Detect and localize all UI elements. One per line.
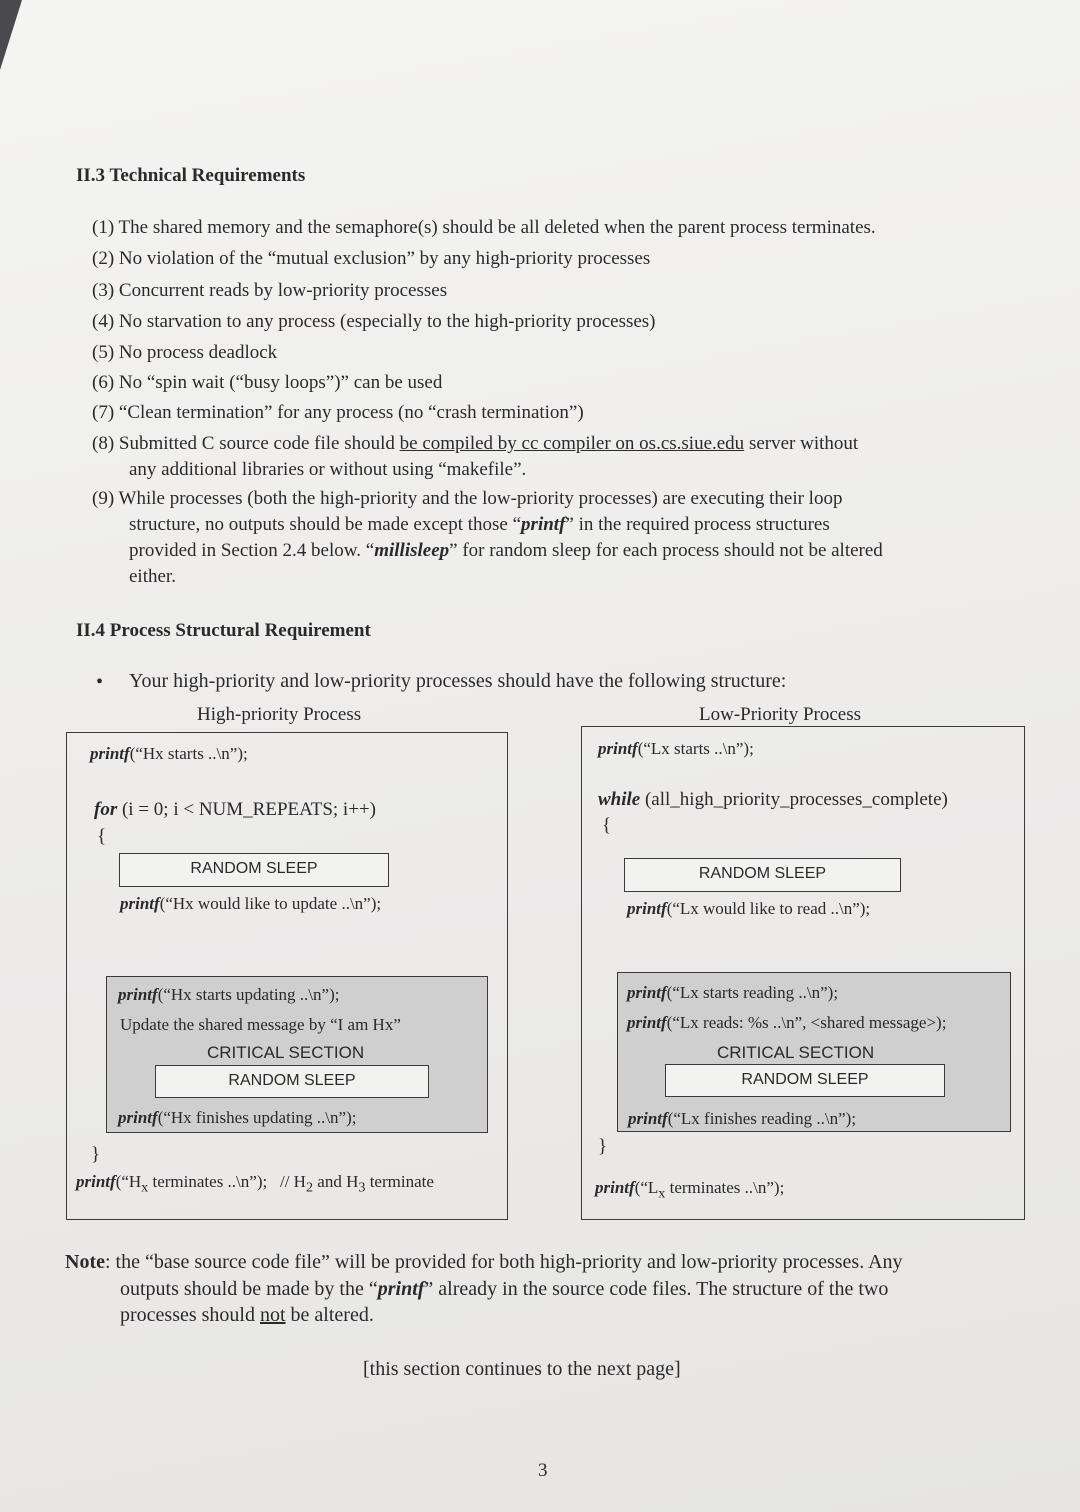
- note-printf: printf: [377, 1278, 425, 1300]
- requirement-7: (7) “Clean termination” for any process (no “crash termination”): [92, 402, 584, 423]
- section-4-heading: II.4 Process Structural Requirement: [76, 620, 371, 641]
- requirement-5: (5) No process deadlock: [92, 342, 278, 363]
- high-critical-section-label: CRITICAL SECTION: [207, 1043, 365, 1062]
- low-starts-reading-text: (“Lx starts reading ..\n”);: [666, 983, 839, 1002]
- page-number: 3: [538, 1460, 548, 1481]
- high-term-sub: x: [141, 1179, 149, 1196]
- high-comment-c: terminate: [365, 1172, 434, 1191]
- low-reads-line: [627, 1013, 946, 1033]
- requirement-2: (2) No violation of the “mutual exclusion” by any high-priority processes: [92, 248, 651, 269]
- low-printf: printf: [598, 739, 638, 758]
- low-printf-2: printf: [627, 899, 667, 918]
- high-term-b: terminates ..\n”);: [148, 1172, 268, 1191]
- low-printf-6: printf: [595, 1178, 635, 1197]
- high-for-rest: (i = 0; i < NUM_REPEATS; i++): [117, 799, 376, 820]
- high-for-loop: [94, 799, 376, 821]
- requirement-8-line-2: any additional libraries or without using “makefile”.: [129, 459, 527, 480]
- structure-intro: Your high-priority and low-priority processes should have the following structure:: [129, 670, 787, 692]
- high-starts-updating-text: (“Hx starts updating ..\n”);: [157, 985, 340, 1004]
- note-line1-text: : the “base source code file” will be provided for both high-priority and low-priority processes. Any: [104, 1251, 903, 1273]
- high-update-message: Update the shared message by “I am Hx”: [120, 1015, 401, 1034]
- requirement-8-line-1: [92, 431, 858, 457]
- high-finishes-updating-text: (“Hx finishes updating ..\n”);: [157, 1108, 357, 1127]
- low-finishes-reading: [628, 1109, 856, 1129]
- req9-l2c: ” in the required process structures: [565, 514, 830, 535]
- requirement-3: (3) Concurrent reads by low-priority processes: [92, 280, 448, 301]
- high-open-brace: {: [97, 826, 107, 847]
- req9-millisleep: millisleep: [374, 540, 450, 561]
- note-l3c: be altered.: [285, 1304, 374, 1326]
- high-printf-5: printf: [76, 1172, 116, 1191]
- req9-l3c: ” for random sleep for each process should not be altered: [449, 540, 883, 561]
- high-printf-3: printf: [118, 985, 158, 1004]
- high-terminate-line: [76, 1172, 434, 1196]
- high-comment-a: // H: [279, 1172, 306, 1191]
- low-critical-random-sleep-box: RANDOM SLEEP: [665, 1064, 945, 1097]
- low-critical-section-label: CRITICAL SECTION: [717, 1043, 875, 1062]
- low-close-brace: }: [598, 1136, 608, 1157]
- low-start-line: [598, 739, 754, 759]
- high-printf-4: printf: [118, 1108, 158, 1127]
- low-term-b: terminates ..\n”);: [665, 1178, 785, 1197]
- requirement-9-line-4: either.: [129, 566, 176, 587]
- req8-prefix: (8) Submitted C source code file should: [92, 433, 400, 454]
- req9-l2a: structure, no outputs should be made except those “: [129, 514, 522, 535]
- high-comment-sub2: 2: [305, 1179, 314, 1196]
- high-finishes-updating: [118, 1108, 356, 1128]
- low-while-loop: [598, 789, 948, 811]
- high-critical-random-sleep-box: RANDOM SLEEP: [155, 1065, 429, 1098]
- low-printf-5: printf: [628, 1109, 668, 1128]
- requirement-9-line-1: (9) While processes (both the high-priority and the low-priority processes) are executing their loop: [92, 488, 843, 509]
- high-close-brace: }: [91, 1144, 101, 1165]
- high-printf: printf: [90, 744, 130, 763]
- low-open-brace: {: [602, 815, 612, 836]
- req8-underlined: be compiled by cc compiler on os.cs.siue.edu: [399, 433, 745, 454]
- high-would-like-text: (“Hx would like to update ..\n”);: [159, 894, 382, 913]
- page-corner-shadow: [0, 0, 22, 70]
- requirement-6: (6) No “spin wait (“busy loops”)” can be used: [92, 372, 443, 393]
- high-for-keyword: for: [94, 799, 118, 820]
- high-would-like-line: [120, 894, 381, 914]
- high-printf-2: printf: [120, 894, 160, 913]
- high-comment-b: and H: [313, 1172, 359, 1191]
- note-l2a: outputs should be made by the “: [120, 1278, 378, 1300]
- low-priority-title: Low-Priority Process: [699, 704, 862, 725]
- low-finishes-reading-text: (“Lx finishes reading ..\n”);: [667, 1109, 857, 1128]
- low-start-text: (“Lx starts ..\n”);: [637, 739, 754, 758]
- low-printf-4: printf: [627, 1013, 667, 1032]
- req9-l3a: provided in Section 2.4 below. “: [129, 540, 375, 561]
- low-term-sub: x: [658, 1185, 666, 1202]
- continues-note: [this section continues to the next page]: [363, 1358, 681, 1380]
- high-random-sleep-box: RANDOM SLEEP: [119, 853, 389, 887]
- high-comment-sub3: 3: [358, 1179, 366, 1196]
- high-starts-updating: [118, 985, 339, 1005]
- low-starts-reading: [627, 983, 838, 1003]
- requirement-1: (1) The shared memory and the semaphore(s) should be all deleted when the parent process terminates.: [92, 217, 876, 238]
- high-start-text: (“Hx starts ..\n”);: [129, 744, 248, 763]
- low-would-like-text: (“Lx would like to read ..\n”);: [666, 899, 871, 918]
- low-random-sleep-box: RANDOM SLEEP: [624, 858, 901, 892]
- note-not: not: [259, 1304, 286, 1326]
- note-l2c: ” already in the source code files. The structure of the two: [424, 1278, 889, 1300]
- section-3-heading: II.3 Technical Requirements: [76, 165, 306, 186]
- req8-suffix: server without: [744, 433, 859, 454]
- high-start-line: [90, 744, 248, 764]
- requirement-9-line-3: [129, 538, 883, 564]
- bullet-dot: •: [96, 671, 104, 693]
- req9-printf: printf: [521, 514, 566, 535]
- low-terminate-line: [595, 1178, 784, 1202]
- high-priority-title: High-priority Process: [197, 704, 362, 725]
- low-would-like-line: [627, 899, 870, 919]
- note-label: Note: [65, 1251, 105, 1273]
- low-while-keyword: while: [598, 789, 641, 810]
- note-line-3: [120, 1302, 374, 1329]
- note-line-1: [65, 1249, 903, 1276]
- low-printf-3: printf: [627, 983, 667, 1002]
- high-term-a: (“H: [115, 1172, 142, 1191]
- requirement-9-line-2: [129, 512, 830, 538]
- low-reads-text: (“Lx reads: %s ..\n”, <shared message>);: [666, 1013, 947, 1032]
- note-l3a: processes should: [120, 1304, 260, 1326]
- requirement-4: (4) No starvation to any process (especially to the high-priority processes): [92, 311, 656, 332]
- note-line-2: [120, 1276, 888, 1303]
- low-while-rest: (all_high_priority_processes_complete): [640, 789, 948, 810]
- low-term-a: (“L: [634, 1178, 659, 1197]
